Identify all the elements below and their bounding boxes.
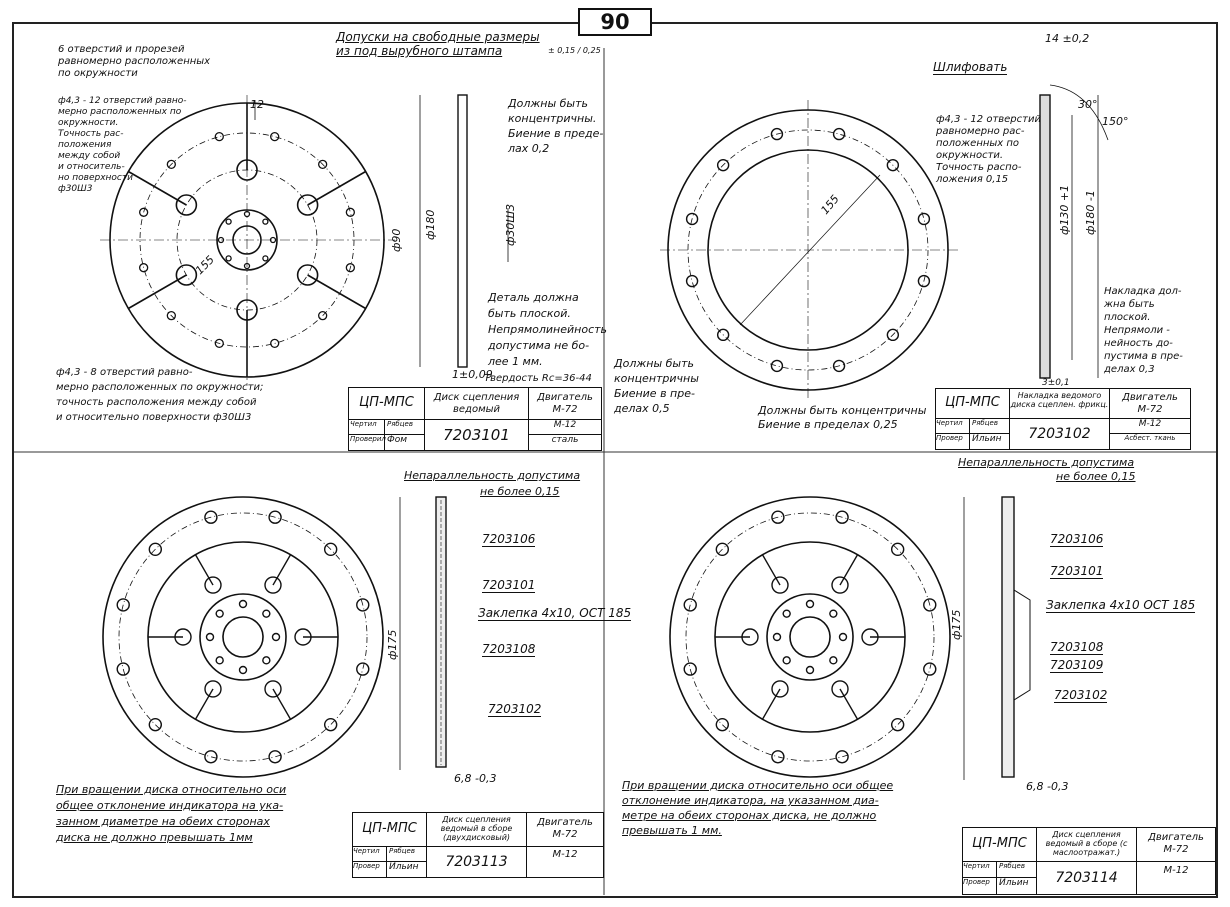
q2-holes-hole [687, 276, 698, 287]
q4-holes-slot [840, 689, 858, 719]
q1-side-view [255, 95, 508, 367]
q4-holes-hole [836, 751, 848, 763]
q3-part-7203106: 7203106 [482, 532, 536, 546]
q2-dim-d130: ф130 +1 [1058, 184, 1071, 235]
q1-tolerance-value: ± 0,15 / 0,25 [548, 46, 601, 55]
q3-holes-hole [325, 719, 337, 731]
q3-dim-d175: ф175 [386, 629, 399, 660]
q3-part-7203108: 7203108 [482, 642, 536, 656]
q3-holes-slot [273, 689, 291, 719]
q3-part-rivet: Заклепка 4х10, ОСТ 185 [478, 606, 632, 620]
q4-title-block: ЦП-МПС Диск сцепления ведомый в сборе (с маслоотражат.) Двигатель М-72 Чертил Провер Рябцев Ильин 7203114 М-12 [962, 827, 1216, 895]
q4-holes-hole [807, 601, 814, 608]
q4-holes [684, 511, 936, 763]
q1-dim-d180: ф180 [424, 209, 437, 240]
q2-holes-hole [918, 213, 929, 224]
q2-dim-d180: ф180 -1 [1084, 190, 1097, 235]
q3-note-runout: При вращении диска относительно оси общее отклонение индикатора на ука- занном диаметре на обеих сторонах диска не должно превышать 1мм [56, 783, 287, 844]
q1-note-12-holes: ф4,3 - 12 отверстий равно- мерно расположенных по окружности. Точность рас- положения между собой и относитель- но поверхности ф30Ш3 [58, 96, 187, 194]
q1-holes-hole [346, 208, 354, 216]
q4-part-7203101: 7203101 [1050, 564, 1104, 578]
q4-holes-hole [830, 657, 837, 664]
q4-note-runout: При вращении диска относительно оси общее отклонение индикатора, на указанном диа- метре на обеих сторонах диска, не должно превышать 1 мм. [622, 779, 894, 837]
q2-lining-plan [660, 100, 960, 400]
q4-note-parallel: Непараллельность допустима не более 0,15 [958, 456, 1136, 483]
q4-holes-slot [840, 555, 858, 585]
q1-holes-hole [215, 133, 223, 141]
q3-holes-hole [207, 634, 214, 641]
q3-holes-hole [240, 601, 247, 608]
q1-note-8-holes: ф4,3 - 8 отверстий равно- мерно расположенных по окружности; точность расположения между собой и относительно поверхности ф30Ш3 [56, 367, 264, 423]
q1-dim-d90: ф90 [390, 228, 403, 252]
q4-holes-hole [783, 657, 790, 664]
q4-holes-hole [716, 719, 728, 731]
q1-holes-hole [226, 256, 231, 261]
q3-holes-slot [273, 555, 291, 585]
q4-holes-hole [924, 663, 936, 675]
q3-part-7203101: 7203101 [482, 578, 536, 592]
q2-dim-a150: 150° [1102, 115, 1129, 128]
q4-holes-hole [807, 667, 814, 674]
q1-note-flat: Деталь должна быть плоской. Непрямолинейность допустима не бо- лее 1 мм. [488, 291, 608, 368]
q2-title-block: ЦП-МПС Накладка ведомого диска сцеплен. фрикц. Двигатель М-72 Чертил Провер Рябцев Ильин 7203102 М-12 Асбест. ткань [935, 388, 1191, 450]
q2-holes-hole [771, 360, 782, 371]
q2-dim-r155: 155 [818, 192, 842, 217]
q2-note-12-holes: ф4,3 - 12 отверстий равномерно рас- положенных по окружности. Точность распо- ложения 0,15 [936, 114, 1041, 185]
q1-hardness: Твердость Rc=36-44 [484, 373, 592, 384]
q4-dim-d175: ф175 [950, 609, 963, 640]
q2-dim-a30: 30° [1078, 98, 1098, 111]
q4-part-7203109: 7203109 [1050, 658, 1104, 672]
q1-holes-hole [140, 264, 148, 272]
q3-title-block: ЦП-МПС Диск сцепления ведомый в сборе (двухдисковый) Двигатель М-72 Чертил Провер Рябцев Ильин 7203113 М-12 [352, 812, 604, 878]
q1-holes-hole [226, 219, 231, 224]
q1-holes-hole [271, 133, 279, 141]
q4-part-rivet: Заклепка 4х10 ОСТ 185 [1046, 598, 1196, 612]
q2-dim-thickness: 3±0,1 [1042, 378, 1070, 388]
q3-holes [117, 511, 369, 763]
q3-holes-hole [269, 751, 281, 763]
q4-holes-slot [763, 689, 781, 719]
page-number: 90 [578, 8, 652, 36]
q1-dim-d30: ф30Ш3 [504, 203, 517, 246]
q3-part-7203102: 7203102 [488, 702, 542, 716]
q3-assembly-plan [103, 497, 383, 777]
q4-part-7203108: 7203108 [1050, 640, 1104, 654]
q3-holes-hole [273, 634, 280, 641]
q1-dim-width: 12 [250, 98, 264, 111]
q4-holes-hole [774, 634, 781, 641]
q2-note-concentric-left: Должны быть концентричны Биение в пре- делах 0,5 [614, 357, 699, 415]
q1-holes-hole [263, 219, 268, 224]
q3-note-parallel: Непараллельность допустима не более 0,15 [404, 469, 581, 498]
q4-holes-hole [840, 634, 847, 641]
q2-grind-label: Шлифовать [933, 60, 1008, 74]
q4-part-7203106: 7203106 [1050, 532, 1104, 546]
q2-dim-14: 14 ±0,2 [1045, 32, 1090, 45]
q2-holes-hole [834, 129, 845, 140]
q3-holes-hole [263, 610, 270, 617]
q3-holes-hole [216, 610, 223, 617]
q3-holes-hole [149, 719, 161, 731]
q4-holes-hole [892, 719, 904, 731]
q1-note-holes: 6 отверстий и прорезей равномерно расположенных по окружности [58, 44, 211, 79]
q1-note-concentric: Должны быть концентричны. Биение в преде- лах 0,2 [508, 97, 604, 155]
q2-note-flat: Накладка дол- жна быть плоской. Непрямоли - нейность до- пустима в пре- делах 0,3 [1104, 286, 1183, 375]
q1-dim-r155: 155 [192, 253, 217, 278]
q2-note-concentric-bottom: Должны быть концентричны Биение в пределах 0,25 [758, 404, 927, 431]
q1-holes-hole [140, 208, 148, 216]
q4-dim-thickness: 6,8 -0,3 [1026, 780, 1069, 793]
q3-holes-slot [196, 689, 214, 719]
q4-holes-hole [830, 610, 837, 617]
q4-assembly-plan [670, 497, 950, 777]
q1-tolerance-note: Допуски на свободные размеры из под вырубного штампа [336, 30, 540, 58]
q3-holes-slot [196, 555, 214, 585]
q3-dim-thickness: 6,8 -0,3 [454, 772, 497, 785]
q4-holes-hole [783, 610, 790, 617]
q3-holes-hole [240, 667, 247, 674]
q1-dim-thickness: 1±0,09 [452, 368, 493, 381]
q1-title-block: ЦП-МПС Диск сцепления ведомый Двигатель М-72 Чертил Проверил Рябцев Фом 7203101 М-12 сталь [348, 387, 602, 451]
q3-holes-hole [205, 751, 217, 763]
q3-holes-hole [357, 663, 369, 675]
q4-part-7203102: 7203102 [1054, 688, 1108, 702]
q1-holes-hole [263, 256, 268, 261]
q3-holes-hole [263, 657, 270, 664]
q2-side-view [1040, 85, 1108, 378]
q4-holes-slot [763, 555, 781, 585]
q4-holes-hole [772, 751, 784, 763]
q3-side-view [400, 497, 446, 770]
q4-side-view [964, 497, 1030, 780]
q3-holes-hole [216, 657, 223, 664]
